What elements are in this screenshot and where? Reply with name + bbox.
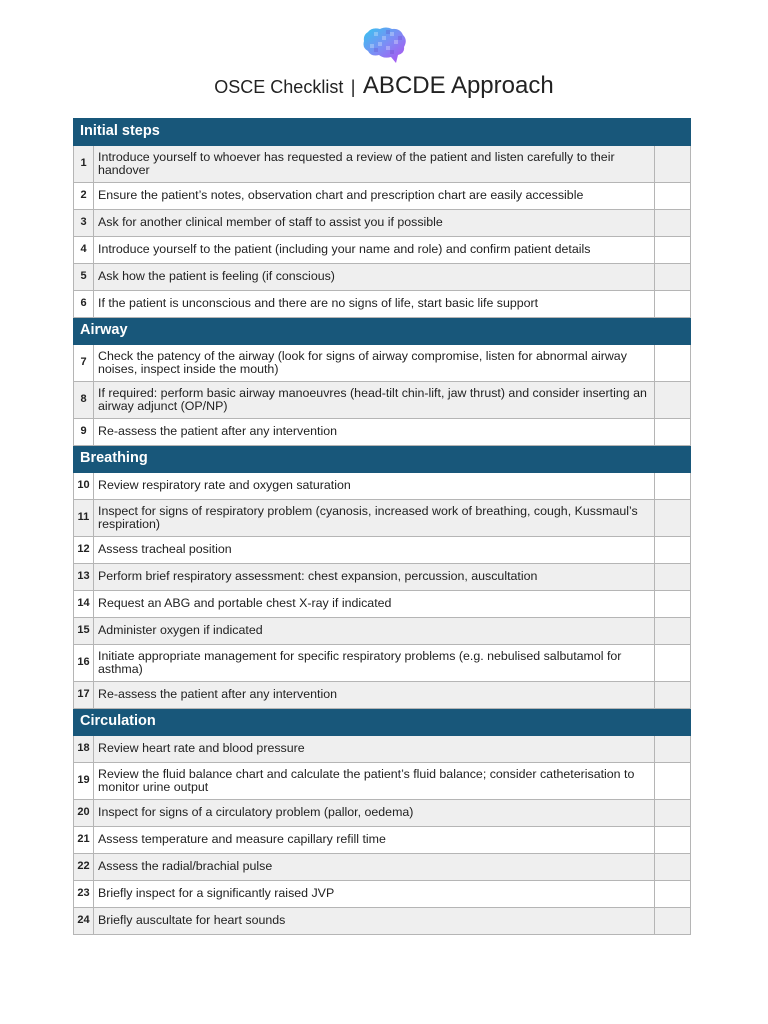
item-checkbox[interactable] bbox=[655, 473, 691, 500]
title-separator: | bbox=[350, 77, 356, 97]
item-text: Check the patency of the airway (look for signs of airway compromise, listen for abnormal airway noises, inspect inside the mouth) bbox=[94, 345, 655, 382]
checklist-table bbox=[73, 118, 691, 935]
item-checkbox[interactable] bbox=[655, 264, 691, 291]
item-text: Introduce yourself to the patient (including your name and role) and confirm patient details bbox=[94, 237, 655, 264]
checklist-item bbox=[74, 146, 691, 183]
item-number: 11 bbox=[74, 500, 94, 537]
item-text: Assess tracheal position bbox=[94, 537, 655, 564]
item-checkbox[interactable] bbox=[655, 618, 691, 645]
section-title: Circulation bbox=[74, 709, 691, 736]
item-checkbox[interactable] bbox=[655, 210, 691, 237]
item-text: Assess the radial/brachial pulse bbox=[94, 854, 655, 881]
item-number: 12 bbox=[74, 537, 94, 564]
section-header-breathing bbox=[74, 446, 691, 473]
checklist-item bbox=[74, 473, 691, 500]
item-checkbox[interactable] bbox=[655, 564, 691, 591]
checklist-item bbox=[74, 682, 691, 709]
title-main: ABCDE Approach bbox=[362, 72, 554, 99]
item-text: If the patient is unconscious and there are no signs of life, start basic life support bbox=[94, 291, 655, 318]
item-number: 10 bbox=[74, 473, 94, 500]
item-number: 5 bbox=[74, 264, 94, 291]
item-text: Ensure the patient’s notes, observation chart and prescription chart are easily accessible bbox=[94, 183, 655, 210]
checklist-item bbox=[74, 500, 691, 537]
item-checkbox[interactable] bbox=[655, 345, 691, 382]
item-number: 3 bbox=[74, 210, 94, 237]
item-number: 9 bbox=[74, 419, 94, 446]
item-checkbox[interactable] bbox=[655, 736, 691, 763]
item-checkbox[interactable] bbox=[655, 827, 691, 854]
checklist-item bbox=[74, 736, 691, 763]
item-text: Ask how the patient is feeling (if conscious) bbox=[94, 264, 655, 291]
item-text: Request an ABG and portable chest X-ray if indicated bbox=[94, 591, 655, 618]
item-text: Review the fluid balance chart and calculate the patient’s fluid balance; consider catheterisation to monitor urine output bbox=[94, 763, 655, 800]
checklist-item bbox=[74, 264, 691, 291]
checklist-item bbox=[74, 591, 691, 618]
item-text: Ask for another clinical member of staff to assist you if possible bbox=[94, 210, 655, 237]
brain-logo-icon bbox=[360, 26, 410, 66]
checklist-item bbox=[74, 345, 691, 382]
item-checkbox[interactable] bbox=[655, 382, 691, 419]
item-number: 1 bbox=[74, 146, 94, 183]
item-checkbox[interactable] bbox=[655, 146, 691, 183]
page-title bbox=[0, 72, 768, 100]
item-number: 13 bbox=[74, 564, 94, 591]
item-checkbox[interactable] bbox=[655, 881, 691, 908]
checklist-item bbox=[74, 291, 691, 318]
checklist-item bbox=[74, 645, 691, 682]
item-checkbox[interactable] bbox=[655, 763, 691, 800]
item-checkbox[interactable] bbox=[655, 800, 691, 827]
checklist-item bbox=[74, 183, 691, 210]
item-text: Perform brief respiratory assessment: chest expansion, percussion, auscultation bbox=[94, 564, 655, 591]
item-number: 20 bbox=[74, 800, 94, 827]
item-text: Inspect for signs of a circulatory problem (pallor, oedema) bbox=[94, 800, 655, 827]
item-text: Review respiratory rate and oxygen saturation bbox=[94, 473, 655, 500]
item-text: Administer oxygen if indicated bbox=[94, 618, 655, 645]
item-text: Briefly inspect for a significantly raised JVP bbox=[94, 881, 655, 908]
section-header-airway bbox=[74, 318, 691, 345]
item-number: 8 bbox=[74, 382, 94, 419]
item-number: 15 bbox=[74, 618, 94, 645]
item-text: Re-assess the patient after any intervention bbox=[94, 419, 655, 446]
checklist-item bbox=[74, 854, 691, 881]
item-checkbox[interactable] bbox=[655, 854, 691, 881]
item-number: 6 bbox=[74, 291, 94, 318]
item-number: 4 bbox=[74, 237, 94, 264]
item-number: 22 bbox=[74, 854, 94, 881]
checklist-item bbox=[74, 800, 691, 827]
item-number: 7 bbox=[74, 345, 94, 382]
checklist-item bbox=[74, 382, 691, 419]
item-number: 24 bbox=[74, 908, 94, 935]
item-checkbox[interactable] bbox=[655, 591, 691, 618]
item-number: 23 bbox=[74, 881, 94, 908]
checklist-item bbox=[74, 827, 691, 854]
checklist-item bbox=[74, 237, 691, 264]
checklist-item bbox=[74, 881, 691, 908]
item-number: 19 bbox=[74, 763, 94, 800]
checklist-item bbox=[74, 908, 691, 935]
section-title: Breathing bbox=[74, 446, 691, 473]
item-text: Assess temperature and measure capillary refill time bbox=[94, 827, 655, 854]
checklist-item bbox=[74, 537, 691, 564]
item-checkbox[interactable] bbox=[655, 908, 691, 935]
item-number: 14 bbox=[74, 591, 94, 618]
item-checkbox[interactable] bbox=[655, 183, 691, 210]
item-text: Initiate appropriate management for specific respiratory problems (e.g. nebulised salbutamol for asthma) bbox=[94, 645, 655, 682]
section-title: Initial steps bbox=[74, 119, 691, 146]
item-text: If required: perform basic airway manoeuvres (head-tilt chin-lift, jaw thrust) and consider inserting an airway adjunct (OP/NP) bbox=[94, 382, 655, 419]
item-checkbox[interactable] bbox=[655, 500, 691, 537]
section-header-initial-steps bbox=[74, 119, 691, 146]
item-checkbox[interactable] bbox=[655, 291, 691, 318]
checklist-item bbox=[74, 763, 691, 800]
item-number: 18 bbox=[74, 736, 94, 763]
item-text: Review heart rate and blood pressure bbox=[94, 736, 655, 763]
item-number: 21 bbox=[74, 827, 94, 854]
item-number: 16 bbox=[74, 645, 94, 682]
item-checkbox[interactable] bbox=[655, 645, 691, 682]
item-text: Introduce yourself to whoever has requested a review of the patient and listen carefully to their handover bbox=[94, 146, 655, 183]
item-number: 17 bbox=[74, 682, 94, 709]
title-prefix: OSCE Checklist bbox=[214, 77, 344, 97]
item-checkbox[interactable] bbox=[655, 237, 691, 264]
checklist-item bbox=[74, 618, 691, 645]
checklist-item bbox=[74, 564, 691, 591]
item-checkbox[interactable] bbox=[655, 419, 691, 446]
item-number: 2 bbox=[74, 183, 94, 210]
item-checkbox[interactable] bbox=[655, 682, 691, 709]
section-header-circulation bbox=[74, 709, 691, 736]
item-text: Re-assess the patient after any intervention bbox=[94, 682, 655, 709]
checklist-item bbox=[74, 210, 691, 237]
item-checkbox[interactable] bbox=[655, 537, 691, 564]
section-title: Airway bbox=[74, 318, 691, 345]
checklist-item bbox=[74, 419, 691, 446]
item-text: Inspect for signs of respiratory problem (cyanosis, increased work of breathing, cough, Kussmaul’s respiration) bbox=[94, 500, 655, 537]
item-text: Briefly auscultate for heart sounds bbox=[94, 908, 655, 935]
